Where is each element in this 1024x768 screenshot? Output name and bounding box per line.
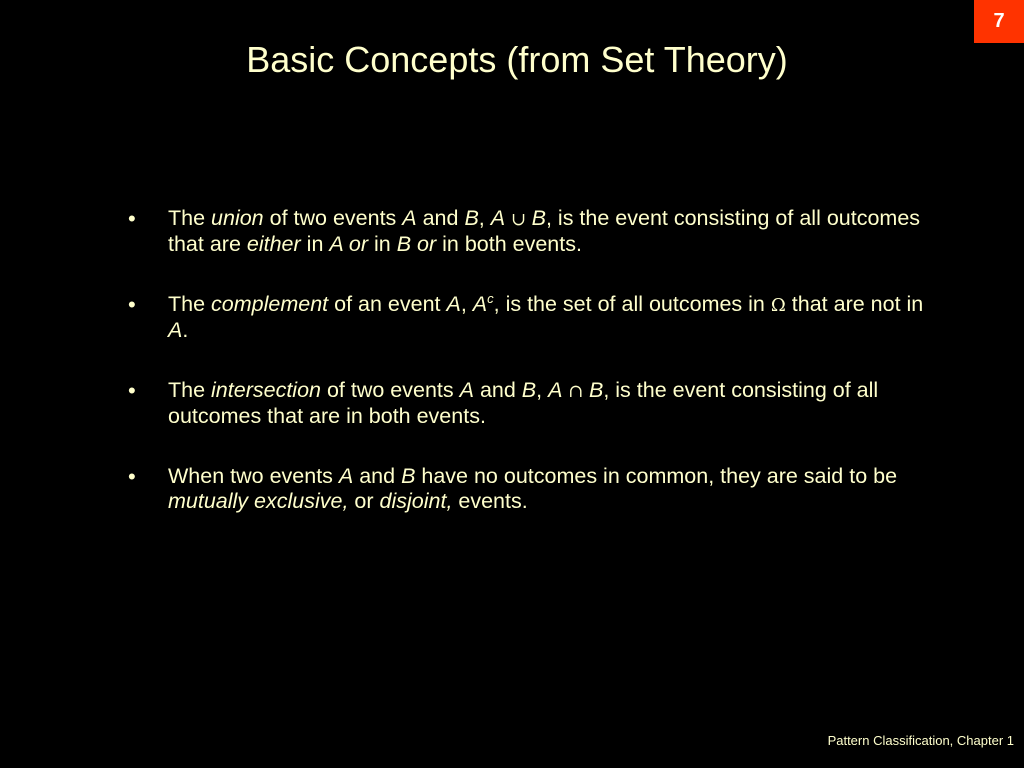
text-run: or [348,489,380,513]
slide-number: 7 [993,10,1005,32]
bullet-complement [128,292,928,343]
text-run: of two events [320,378,460,402]
text-run: have no outcomes in common, they are said to be [415,464,898,488]
text-run: that are not in [785,292,924,316]
text-run: , is the event consisting of all outcomes that are [168,206,921,256]
var-a: A [402,206,417,230]
term-intersection: intersection [211,378,321,402]
text-run: The [168,378,212,402]
bullet-union [128,206,928,257]
text-run: , [478,206,491,230]
slide-number-badge [974,0,1024,43]
text-run: and [473,378,522,402]
text-run: of an event [328,292,447,316]
bullet-marker: • [128,292,136,317]
text-run: , is the event consisting of all outcomes that are in both events. [168,378,879,428]
bullet-list [128,206,928,549]
var-b: B [531,206,546,230]
text-run: When two events [168,464,339,488]
intersection-symbol: ∩ [562,381,589,402]
text-run: The [168,206,212,230]
text-run: in [300,232,330,256]
var-a: A [490,206,506,230]
var-b: B [401,464,416,488]
text-run: . [182,318,189,342]
var-a: A [168,318,183,342]
var-a: A [446,292,461,316]
text-run: in [368,232,397,256]
text-run: events. [452,489,528,513]
text-run: in both events. [436,232,582,256]
slide-title: Basic Concepts (from Set Theory) [246,39,788,80]
superscript-c: c [487,290,494,306]
var-a: A [548,378,563,402]
var-a: A [459,378,474,402]
omega-symbol: Ω [770,295,786,316]
slide-footer: Pattern Classification, Chapter 1 [827,733,1014,748]
var-a: A [472,292,488,316]
bullet-marker: • [128,206,136,231]
term-disjoint: disjoint, [379,489,453,513]
term-either: either [246,232,301,256]
union-symbol: ∪ [505,209,532,230]
bullet-mutually-exclusive [128,464,928,514]
bullet-marker: • [128,464,136,489]
term-b-or: B or [396,232,437,256]
bullet-marker: • [128,378,136,403]
var-b: B [464,206,479,230]
var-a: A [338,464,354,488]
term-a-or: A or [329,232,369,256]
text-run: and [416,206,465,230]
text-run: , [460,292,473,316]
text-run: The [168,292,212,316]
term-mutually-exclusive: mutually exclusive, [168,489,349,513]
text-run: , [536,378,549,402]
text-run: , is the set of all outcomes in [493,292,771,316]
bullet-intersection [128,378,928,429]
term-union: union [211,206,264,230]
text-run: and [353,464,402,488]
var-b: B [588,378,604,402]
text-run: of two events [263,206,403,230]
term-complement: complement [211,292,329,316]
var-b: B [521,378,537,402]
